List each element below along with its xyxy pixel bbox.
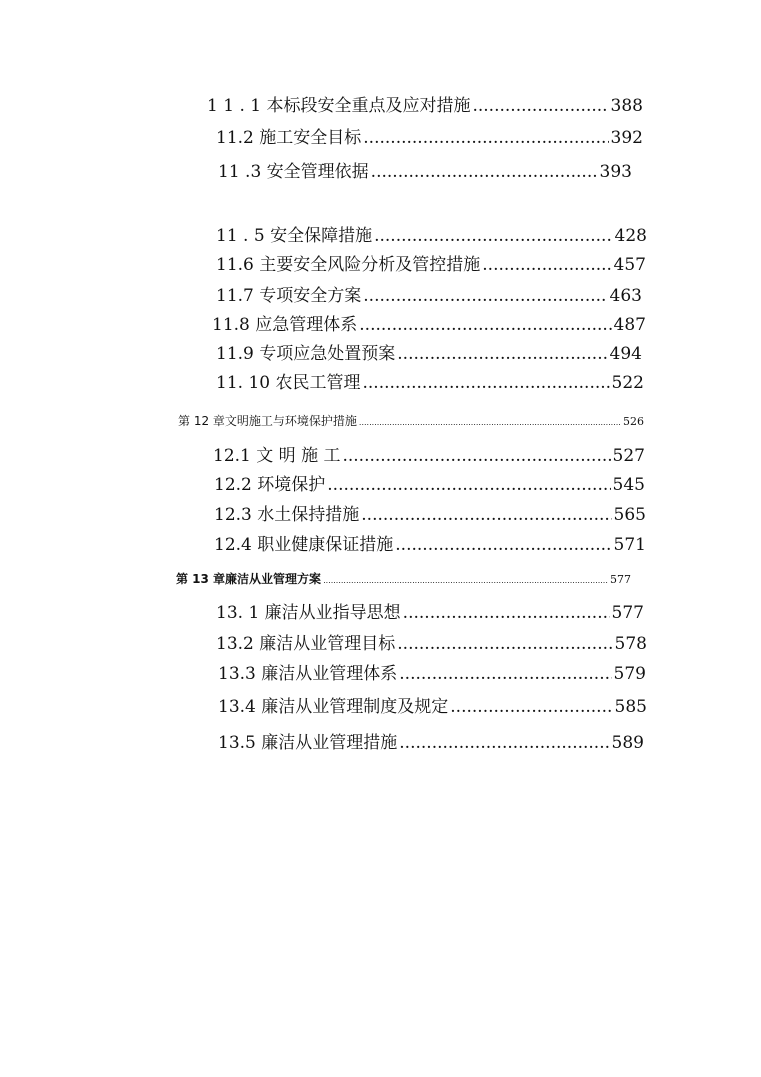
toc-entry-page: 565 — [613, 505, 646, 525]
toc-entry — [216, 255, 646, 275]
toc-entry — [218, 162, 632, 182]
dot-leader — [327, 475, 610, 495]
dot-leader — [323, 576, 608, 586]
toc-entry-title: 11.7 专项安全方案 — [216, 286, 362, 306]
toc-entry — [207, 96, 643, 116]
toc-entry — [216, 286, 642, 306]
dot-leader — [371, 162, 598, 182]
toc-entry-title: 11 . 5 安全保障措施 — [216, 226, 373, 246]
toc-entry-title: 第 12 章文明施工与环境保护措施 — [178, 414, 357, 428]
toc-entry-title: 13.4 廉洁从业管理制度及规定 — [218, 697, 449, 717]
toc-entry-page: 487 — [613, 315, 646, 335]
dot-leader — [397, 634, 612, 654]
toc-entry — [212, 315, 646, 335]
dot-leader — [362, 373, 609, 393]
toc-entry-title: 11.6 主要安全风险分析及管控措施 — [216, 255, 481, 275]
toc-entry-title: 11.8 应急管理体系 — [212, 315, 358, 335]
dot-leader — [450, 697, 612, 717]
toc-entry-page: 393 — [599, 162, 632, 182]
toc-entry — [213, 446, 645, 466]
toc-entry-page: 577 — [610, 573, 631, 586]
toc-entry-page: 494 — [609, 344, 642, 364]
toc-entry-page: 527 — [612, 446, 645, 466]
toc-entry — [214, 535, 646, 555]
toc-entry-page: 526 — [623, 415, 644, 428]
toc-entry-page: 577 — [611, 603, 644, 623]
dot-leader — [361, 505, 611, 525]
dot-leader — [359, 315, 611, 335]
toc-entry — [218, 733, 644, 753]
dot-leader — [403, 603, 610, 623]
toc-entry-page: 579 — [613, 664, 646, 684]
toc-entry-title: 11 .3 安全管理依据 — [218, 162, 369, 182]
toc-entry-title: 13. 1 廉洁从业指导思想 — [216, 603, 401, 623]
toc-entry-title: 13.3 廉洁从业管理体系 — [218, 664, 398, 684]
toc-entry — [216, 226, 647, 246]
dot-leader — [399, 664, 611, 684]
toc-entry — [214, 505, 646, 525]
toc-entry — [214, 475, 645, 495]
dot-leader — [363, 128, 608, 148]
dot-leader — [363, 286, 607, 306]
toc-entry — [216, 373, 644, 393]
toc-entry — [218, 697, 647, 717]
toc-entry-page: 522 — [611, 373, 644, 393]
dot-leader — [374, 226, 612, 246]
toc-entry-title: 13.2 廉洁从业管理目标 — [216, 634, 396, 654]
dot-leader — [395, 535, 611, 555]
toc-entry-page: 578 — [614, 634, 647, 654]
toc-entry-title: 11. 10 农民工管理 — [216, 373, 361, 393]
toc-entry-page: 392 — [610, 128, 643, 148]
toc-entry — [216, 344, 642, 364]
toc-entry-page: 428 — [614, 226, 647, 246]
dot-leader — [397, 344, 607, 364]
dot-leader — [482, 255, 611, 275]
toc-entry-title: 11.9 专项应急处置预案 — [216, 344, 396, 364]
toc-entry-title: 11.2 施工安全目标 — [216, 128, 362, 148]
toc-entry-page: 585 — [614, 697, 647, 717]
toc-entry — [216, 634, 647, 654]
toc-entry-page: 545 — [612, 475, 645, 495]
toc-entry — [216, 603, 644, 623]
toc-entry-title: 第 13 章廉洁从业管理方案 — [176, 572, 322, 586]
dot-leader — [399, 733, 609, 753]
toc-entry-title: 13.5 廉洁从业管理措施 — [218, 733, 398, 753]
toc-entry-page: 388 — [610, 96, 643, 116]
toc-entry-title: 12.1 文 明 施 工 — [213, 446, 341, 466]
toc-entry — [216, 128, 643, 148]
toc-entry-title: 12.2 环境保护 — [214, 475, 326, 495]
toc-entry-page: 589 — [611, 733, 644, 753]
dot-leader — [342, 446, 610, 466]
toc-entry — [218, 664, 646, 684]
toc-chapter-entry — [178, 414, 644, 428]
toc-entry-page: 457 — [613, 255, 646, 275]
dot-leader — [472, 96, 608, 116]
toc-entry-page: 571 — [613, 535, 646, 555]
toc-entry-page: 463 — [609, 286, 642, 306]
toc-entry-title: 1 1 . 1 本标段安全重点及应对措施 — [207, 96, 471, 116]
toc-chapter-entry — [176, 572, 631, 586]
dot-leader — [359, 418, 621, 428]
toc-entry-title: 12.4 职业健康保证措施 — [214, 535, 394, 555]
toc-entry-title: 12.3 水土保持措施 — [214, 505, 360, 525]
